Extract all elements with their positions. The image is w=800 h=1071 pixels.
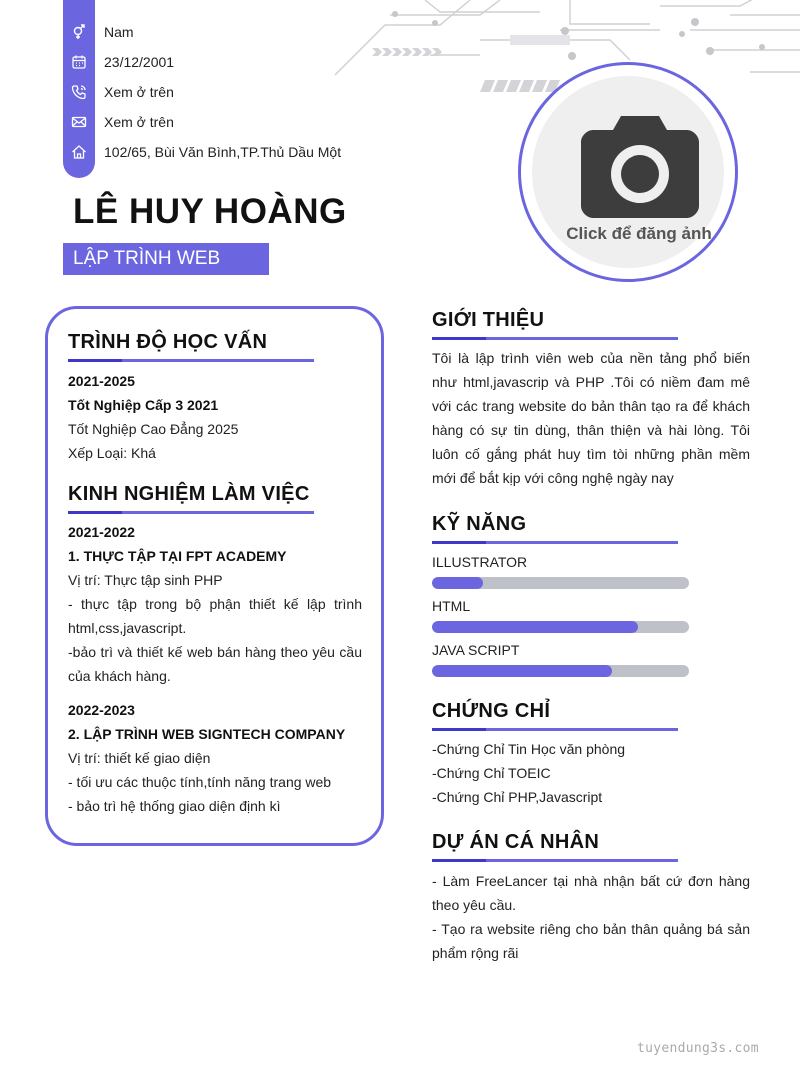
job2-company: 2. LẬP TRÌNH WEB SIGNTECH COMPANY	[68, 726, 346, 742]
skills-underline	[432, 541, 678, 544]
address-text: 102/65, Bùi Văn Bình,TP.Thủ Dầu Một	[104, 144, 342, 160]
full-name: LÊ HUY HOÀNG	[73, 192, 347, 231]
education-title: TRÌNH ĐỘ HỌC VẤN	[68, 331, 268, 353]
projects-underline	[432, 859, 678, 862]
education-period: 2021-2025	[68, 373, 135, 389]
job2-desc-2: - bảo trì hệ thống giao diện định kì	[68, 798, 281, 814]
certificates-underline	[432, 728, 678, 731]
certificates-title: CHỨNG CHỈ	[432, 700, 551, 722]
job1-desc-1: - thực tập trong bộ phận thiết kế lập trình html,css,javascript.	[68, 596, 362, 636]
projects-title: DỰ ÁN CÁ NHÂN	[432, 831, 600, 853]
watermark: tuyendung3s.com	[637, 1041, 759, 1056]
intro-title: GIỚI THIỆU	[432, 309, 545, 331]
certificate-item: -Chứng Chỉ TOEIC	[432, 765, 551, 781]
intro-underline	[432, 337, 678, 340]
certificate-item: -Chứng Chỉ PHP,Javascript	[432, 789, 603, 805]
contact-email	[63, 110, 174, 134]
skill-label: ILLUSTRATOR	[432, 554, 528, 570]
home-icon	[63, 140, 95, 164]
education-line-1: Tốt Nghiệp Cấp 3 2021	[68, 397, 219, 413]
skill-bar-track	[432, 577, 689, 589]
job2-desc-1: - tối ưu các thuộc tính,tính năng trang web	[68, 774, 332, 790]
birthday-text: 23/12/2001	[104, 54, 175, 70]
experience-underline	[68, 511, 314, 514]
project-item-2: - Tạo ra website riêng cho bản thân quảng bá sản phẩm rộng rãi	[432, 921, 750, 961]
skill-bar-track	[432, 665, 689, 677]
skill-label: JAVA SCRIPT	[432, 642, 520, 658]
experience-title: KINH NGHIỆM LÀM VIỆC	[68, 483, 310, 505]
mail-icon	[63, 110, 95, 134]
contact-address	[63, 140, 341, 164]
contact-phone	[63, 80, 174, 104]
phone-icon	[63, 80, 95, 104]
education-line-2: Tốt Nghiệp Cao Đẳng 2025	[68, 421, 239, 437]
camera-icon	[581, 116, 699, 218]
job-title: LẬP TRÌNH WEB	[63, 243, 269, 275]
skill-bar-fill	[432, 577, 483, 589]
project-item-1: - Làm FreeLancer tại nhà nhận bất cứ đơn hàng theo yêu cầu.	[432, 873, 750, 913]
job2-period: 2022-2023	[68, 702, 135, 718]
contact-gender	[63, 20, 134, 44]
contact-birthday	[63, 50, 174, 74]
skills-title: KỸ NĂNG	[432, 513, 527, 535]
email-text: Xem ở trên	[104, 114, 174, 130]
education-underline	[68, 359, 314, 362]
education-line-3: Xếp Loại: Khá	[68, 445, 156, 461]
job2-position: Vị trí: thiết kế giao diện	[68, 750, 211, 766]
skill-bar-track	[432, 621, 689, 633]
certificate-item: -Chứng Chỉ Tin Học văn phòng	[432, 741, 626, 757]
phone-text: Xem ở trên	[104, 84, 174, 100]
job1-desc-2: -bảo trì và thiết kế web bán hàng theo yêu cầu của khách hàng.	[68, 644, 362, 684]
skill-label: HTML	[432, 598, 471, 614]
job1-company: 1. THỰC TẬP TẠI FPT ACADEMY	[68, 548, 287, 564]
job1-period: 2021-2022	[68, 524, 135, 540]
intro-text: Tôi là lập trình viên web của nền tảng phổ biến như html,javascrip và PHP .Tôi có niềm đam mê với các trang website do bản thân tạo ra để khách hàng có sự tin dùng, thân thiện và hài lòng. Tôi luôn cố gắng phát huy tìm tòi những phần mềm mới để bắt kịp với công nghệ ngày nay	[432, 350, 750, 486]
avatar-upload[interactable]	[518, 62, 738, 282]
gender-text: Nam	[104, 24, 134, 40]
avatar-caption: Click để đăng ảnh	[566, 224, 712, 243]
gender-icon	[63, 20, 95, 44]
calendar-icon	[63, 50, 95, 74]
job1-position: Vị trí: Thực tập sinh PHP	[68, 572, 223, 588]
skill-bar-fill	[432, 621, 638, 633]
avatar-placeholder	[532, 76, 724, 268]
skill-bar-fill	[432, 665, 612, 677]
